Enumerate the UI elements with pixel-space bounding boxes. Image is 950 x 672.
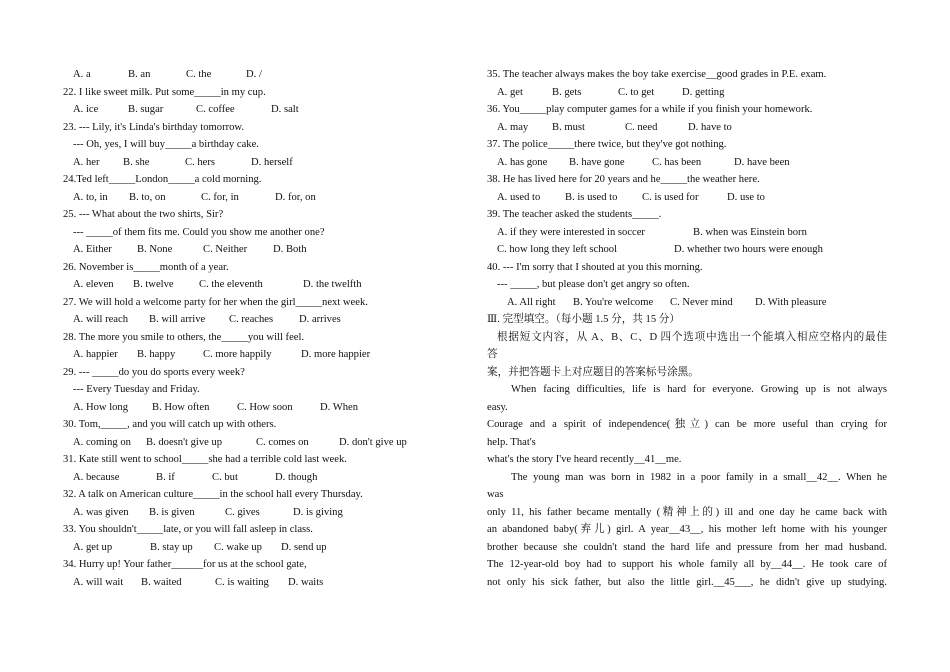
answer-option: A. to, in	[73, 191, 108, 203]
answer-option: B. will arrive	[149, 314, 206, 325]
answer-option: C. the eleventh	[199, 279, 263, 290]
answer-option: C. reaches	[229, 314, 274, 325]
answer-option: B. None	[137, 244, 173, 255]
question-line: 34. Hurry up! Your father______for us at the school gate,	[63, 559, 307, 570]
answer-option: D. is giving	[293, 506, 343, 518]
options-row	[63, 311, 455, 329]
answer-option: A. if they were interested in soccer	[497, 226, 645, 238]
options-row	[63, 504, 455, 522]
answer-option: A. coming on	[73, 436, 131, 448]
answer-option: B. to, on	[129, 191, 166, 203]
answer-option: D. waits	[288, 576, 324, 588]
question-line: 25. --- What about the two shirts, Sir?	[63, 209, 224, 220]
answer-option: D. Both	[273, 244, 307, 255]
answer-option: C. need	[625, 121, 658, 133]
answer-option: B. happy	[137, 349, 176, 360]
answer-option: D. whether two hours were enough	[674, 244, 823, 255]
answer-option: C. Neither	[203, 244, 248, 255]
answer-option: D. have been	[734, 156, 790, 168]
passage-line: an abandoned baby(弃儿) girl. A year__43__, his mother left home with his younger	[487, 524, 887, 535]
question-line: 35. The teacher always makes the boy take exercise__good grades in P.E. exam.	[487, 69, 827, 80]
answer-option: B. an	[128, 69, 151, 80]
answer-option: D. though	[275, 471, 318, 483]
answer-option: A. has gone	[497, 156, 548, 168]
answer-option: A. How long	[73, 401, 129, 413]
answer-option: B. stay up	[150, 541, 193, 553]
options-row	[487, 224, 887, 242]
answer-option: D. use to	[727, 191, 765, 203]
options-row	[63, 66, 455, 84]
answer-option: A. a	[73, 69, 91, 80]
answer-option: C. for, in	[201, 191, 239, 203]
question-line: 39. The teacher asked the students_____.	[487, 209, 662, 220]
answer-option: D. With pleasure	[755, 296, 827, 308]
answer-option: B. if	[156, 471, 175, 483]
question-line: 24.Ted left_____London_____a cold morning.	[63, 174, 262, 185]
answer-option: C. to get	[618, 86, 655, 98]
options-row	[63, 469, 455, 487]
options-row	[487, 154, 887, 172]
options-row	[487, 119, 887, 137]
answer-option: A. get up	[73, 541, 113, 553]
question-line: Ⅲ. 完型填空。（每小题 1.5 分，共 15 分）	[487, 314, 680, 325]
answer-option: D. /	[246, 69, 262, 80]
answer-option: C. coffee	[196, 104, 235, 115]
question-line: help. That's	[487, 436, 536, 448]
passage-line: brother because she couldn't stand the hard life and pressure from her mad husband.	[487, 541, 887, 553]
passage-line: only 11, his father became mentally (精神上的) ill and one day he came back with	[487, 506, 887, 518]
question-line: what's the story I've heard recently__41__me.	[487, 454, 682, 465]
answer-option: C. gives	[225, 506, 260, 518]
answer-option: C. but	[212, 471, 238, 483]
answer-option: C. the	[186, 69, 212, 80]
answer-option: B. have gone	[569, 156, 625, 168]
answer-option: A. used to	[497, 191, 541, 203]
options-row	[63, 574, 455, 592]
answer-option: C. more happily	[203, 349, 272, 360]
answer-option: A. eleven	[73, 279, 114, 290]
answer-option: A. may	[497, 121, 529, 133]
passage-line: not only his sick father, but also the little girl.__45___, he didn't give up studying.	[487, 576, 887, 588]
passage-line: Courage and a spirit of independence(独立) can be more useful than crying for	[487, 419, 887, 430]
left-column	[63, 66, 455, 591]
passage-line: The young man was born in 1982 in a poor family in a small__42__. When he	[511, 471, 887, 483]
answer-option: B. is given	[149, 506, 195, 518]
answer-option: C. hers	[185, 156, 216, 168]
answer-option: A. happier	[73, 349, 118, 360]
dialogue-line: --- _____, but please don't get angry so often.	[497, 279, 690, 290]
question-line: 30. Tom,_____, and you will catch up with others.	[63, 419, 277, 430]
answer-option: C. Never mind	[670, 296, 733, 308]
right-column	[487, 66, 887, 591]
options-row	[63, 189, 455, 207]
answer-option: B. twelve	[133, 279, 174, 290]
passage-line: 根据短文内容，从 A、B、C、D 四个选项中选出一个能填入相应空格内的最佳	[497, 331, 887, 343]
answer-option: D. don't give up	[339, 436, 407, 448]
passage-line: When facing difficulties, life is hard for everyone. Growing up is not always	[511, 384, 887, 395]
answer-option: B. she	[123, 156, 150, 168]
answer-option: B. when was Einstein born	[693, 226, 807, 238]
answer-option: B. is used to	[565, 191, 618, 203]
options-row	[63, 154, 455, 172]
answer-option: D. send up	[281, 541, 327, 553]
dialogue-line: --- Every Tuesday and Friday.	[73, 384, 200, 395]
answer-option: A. because	[73, 471, 120, 483]
question-line: 36. You_____play computer games for a while if you finish your homework.	[487, 104, 813, 115]
answer-option: A. will wait	[73, 576, 124, 588]
answer-option: C. has been	[652, 156, 702, 168]
question-line: 40. --- I'm sorry that I shouted at you this morning.	[487, 261, 703, 273]
question-line: 37. The police_____there twice, but they've got nothing.	[487, 139, 727, 150]
question-line: 32. A talk on American culture_____in the school hall every Thursday.	[63, 489, 363, 500]
answer-option: C. how long they left school	[497, 244, 618, 255]
question-line: 答	[487, 349, 498, 360]
options-row	[63, 346, 455, 364]
question-line: 28. The more you smile to others, the_____you will feel.	[63, 331, 305, 343]
answer-option: B. must	[552, 121, 585, 133]
options-row	[63, 101, 455, 119]
answer-option: B. waited	[141, 576, 182, 588]
question-line: 38. He has lived here for 20 years and he_____the weather here.	[487, 174, 760, 185]
answer-option: C. is used for	[642, 191, 699, 203]
answer-option: A. was given	[73, 506, 129, 518]
question-line: was	[487, 489, 504, 500]
answer-option: A. her	[73, 156, 100, 168]
dialogue-line: --- Oh, yes, I will buy_____a birthday cake.	[73, 139, 259, 150]
question-line: 29. --- _____do you do sports every week?	[63, 366, 245, 378]
options-row	[487, 189, 887, 207]
answer-option: D. salt	[271, 104, 299, 115]
answer-option: B. gets	[552, 86, 582, 98]
answer-option: D. getting	[682, 86, 725, 98]
answer-option: A. get	[497, 86, 523, 98]
answer-option: C. How soon	[237, 401, 293, 413]
question-line: 26. November is_____month of a year.	[63, 261, 229, 273]
options-row	[63, 399, 455, 417]
answer-option: D. more happier	[301, 349, 371, 360]
answer-option: A. All right	[507, 296, 556, 308]
question-line: easy.	[487, 401, 508, 413]
options-row	[63, 276, 455, 294]
options-row	[487, 84, 887, 102]
question-line: 27. We will hold a welcome party for her when the girl_____next week.	[63, 296, 368, 308]
answer-option: A. will reach	[73, 314, 129, 325]
dialogue-line: --- _____of them fits me. Could you show me another one?	[73, 226, 325, 238]
answer-option: D. herself	[251, 156, 293, 168]
answer-option: D. have to	[688, 121, 732, 133]
options-row	[63, 241, 455, 259]
question-line: 案，并把答题卡上对应题目的答案标号涂黑。	[487, 366, 699, 378]
answer-option: B. How often	[152, 401, 210, 413]
question-line: 23. --- Lily, it's Linda's birthday tomorrow.	[63, 121, 245, 133]
answer-option: C. wake up	[214, 541, 262, 553]
answer-option: A. Either	[73, 244, 112, 255]
answer-option: D. for, on	[275, 191, 316, 203]
answer-option: D. arrives	[299, 314, 341, 325]
options-row	[487, 294, 887, 312]
answer-option: B. sugar	[128, 104, 164, 115]
options-row	[487, 241, 887, 259]
answer-option: B. doesn't give up	[146, 436, 223, 448]
question-line: 22. I like sweet milk. Put some_____in my cup.	[63, 86, 266, 98]
question-line: 31. Kate still went to school_____she had a terrible cold last week.	[63, 454, 347, 465]
answer-option: C. comes on	[256, 436, 309, 448]
options-row	[63, 434, 455, 452]
question-line: 33. You shouldn't_____late, or you will fall asleep in class.	[63, 524, 313, 535]
answer-option: A. ice	[73, 104, 99, 115]
options-row	[63, 539, 455, 557]
passage-line: The 12-year-old boy had to support his whole family all by__44__. He took care of	[487, 559, 887, 570]
answer-option: C. is waiting	[215, 576, 269, 588]
answer-option: D. When	[320, 401, 359, 413]
answer-option: D. the twelfth	[303, 279, 362, 290]
answer-option: B. You're welcome	[573, 296, 654, 308]
